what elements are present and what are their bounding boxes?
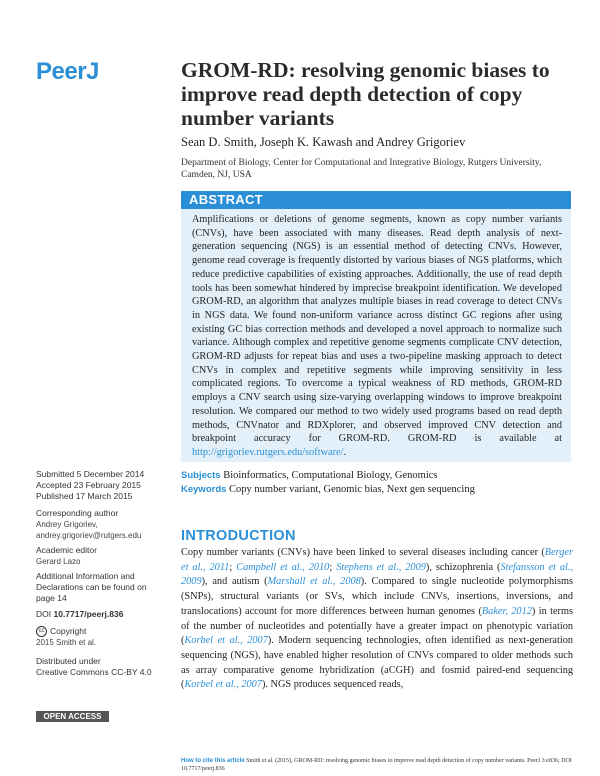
introduction-paragraph [181, 546, 573, 693]
doi-label: DOI [36, 609, 54, 619]
keywords-line [181, 483, 475, 496]
subjects-value: Bioinformatics, Computational Biology, Genomics [223, 470, 438, 481]
abstract-body: Amplifications or deletions of genome segments, known as copy number variants (CNVs), have been associated with many diseases. Read depth analysis of next-generation sequencing (NGS) is an essential method of detecting CNVs. However, genome read coverage is frequently distorted by various biases of NGS platforms, which reduce predictive capabilities of existing approaches. Additionally, the use of read depth tools has been somewhat hindered by imprecise breakpoint identification. We developed GROM-RD, an algorithm that analyzes multiple biases in read coverage to detect CNVs in NGS data. We found non-uniform variance across distinct GC regions after using existing GC bias correction methods and developed a novel approach to normalize such variance. Although complex and repetitive genome segments complicate CNV detection, GROM-RD adjusts for repeat bias and uses a two-pipeline masking approach to detect CNVs in complex and repetitive segments while improving sensitivity in less complicated regions. To overcome a typical weakness of RD methods, GROM-RD employs a CNV search using size-varying overlapping windows to improve breakpoint resolution. We compared our method to two widely used programs based on read depth methods, CNVnator and RDXplorer, and observed improved CNV detection and breakpoint accuracy for GROM-RD. GROM-RD is available at [192, 214, 562, 445]
copyright-value: 2015 Smith et al. [36, 638, 97, 648]
ref-link[interactable]: Korbel et al., 2007 [184, 679, 262, 691]
ref-separator: ; [329, 561, 337, 573]
article-title: GROM-RD: resolving genomic biases to improve read depth detection of copy number variants [181, 58, 550, 130]
corresponding-author-label: Corresponding author [36, 508, 119, 518]
abstract-text [192, 213, 562, 460]
doi-link[interactable]: 10.7717/peerj.836 [53, 609, 124, 619]
additional-info-line1: Additional Information and [36, 571, 135, 581]
corresponding-author-email[interactable]: andrey.grigoriev@rutgers.edu [36, 531, 142, 540]
author-affiliation: Department of Biology, Center for Computational and Integrative Biology, Rutgers University, Camden, NJ, USA [181, 158, 542, 180]
abstract-heading: ABSTRACT [181, 191, 571, 209]
intro-text: ), schizophrenia ( [425, 561, 501, 573]
introduction-heading: INTRODUCTION [181, 528, 296, 544]
intro-text: ). Modern sequencing technologies, often identified as next-generation sequencing (NGS), have enabled higher resolution of CNVs compared to older methods such as array comparative genome hybridization (aCGH) and fosmid paired-end sequencing ( [181, 635, 573, 691]
intro-text: ), and autism ( [201, 576, 268, 588]
ref-link[interactable]: Baker, 2012 [481, 605, 532, 617]
dates-block [36, 469, 144, 502]
ref-link[interactable]: Campbell et al., 2010 [236, 561, 330, 573]
license-block [36, 656, 152, 678]
additional-info-line3: page 14 [36, 593, 67, 603]
intro-text: Copy number variants (CNVs) have been linked to several diseases including cancer ( [181, 547, 545, 558]
submitted-date: Submitted 5 December 2014 [36, 469, 145, 479]
doi-line [36, 609, 123, 620]
subjects-line [181, 469, 438, 482]
academic-editor-block [36, 545, 97, 567]
accepted-date: Accepted 23 February 2015 [36, 480, 141, 490]
keywords-value: Copy number variant, Genomic bias, Next gen sequencing [229, 484, 475, 495]
keywords-label: Keywords [181, 484, 227, 495]
citation-label: How to cite this article [181, 758, 245, 764]
additional-info-block [36, 571, 147, 604]
license-line1: Distributed under [36, 656, 101, 666]
ref-link[interactable]: Berger et al., 2011 [181, 547, 573, 573]
software-link[interactable]: http://grigoriev.rutgers.edu/software/ [192, 446, 344, 458]
ref-link[interactable]: Stefansson et al., 2009 [181, 561, 574, 588]
published-date: Published 17 March 2015 [36, 491, 133, 501]
additional-info-line2: Declarations can be found on [36, 582, 147, 592]
subjects-label: Subjects [181, 470, 221, 481]
copyright-label: Copyright [50, 626, 87, 636]
ref-link[interactable]: Marshall et al., 2008 [267, 576, 361, 588]
ref-link[interactable]: Korbel et al., 2007 [184, 635, 268, 647]
academic-editor-label: Academic editor [36, 545, 97, 555]
ref-link[interactable]: Stephens et al., 2009 [336, 561, 426, 573]
corresponding-author-name: Andrey Grigoriev, [36, 520, 98, 529]
intro-text: ). Compared to single nucleotide polymorphisms (SNPs), structural variants (or SVs, which include CNVs, insertions, inversions, and translocations) account for more differences between human genomes ( [181, 576, 573, 617]
citation-text: Smith et al. (2015), GROM-RD: resolving genomic biases to improve read depth detection of copy number variants. PeerJ 3:e836; DOI 10.7717/peerj.836 [181, 758, 572, 772]
peerj-logo[interactable]: PeerJ [36, 58, 99, 85]
academic-editor-name: Gerard Lazo [36, 557, 81, 566]
abstract-end: . [343, 446, 347, 458]
cc-icon: cc [36, 626, 47, 637]
citation-footer [181, 757, 573, 773]
open-access-badge: OPEN ACCESS [36, 711, 109, 722]
article-authors: Sean D. Smith, Joseph K. Kawash and Andrey Grigoriev [181, 135, 466, 149]
ref-separator: ; [229, 561, 237, 573]
copyright-block [36, 626, 96, 648]
intro-text: ) in terms of the number of nucleotides and potentially have a greater impact on phenotypic variation ( [181, 605, 573, 647]
corresponding-author-block [36, 508, 141, 541]
license-line2[interactable]: Creative Commons CC-BY 4.0 [36, 667, 152, 677]
intro-text: ). NGS produces sequenced reads, [261, 679, 404, 691]
